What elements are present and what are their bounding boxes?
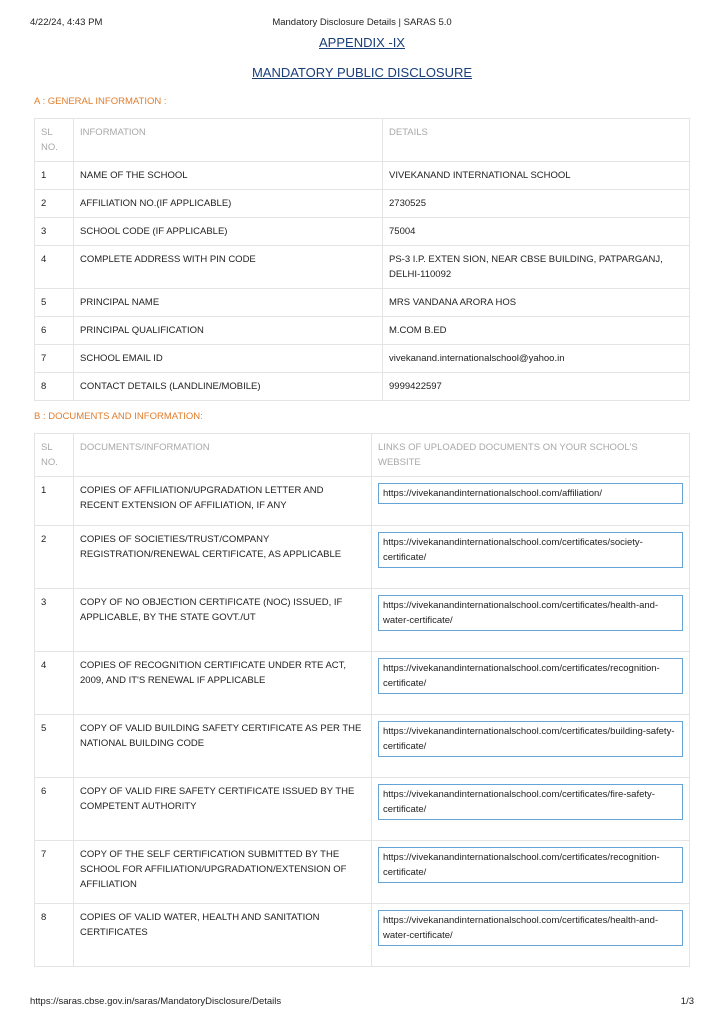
document-link[interactable]: https://vivekanandinternationalschool.com/affiliation/ — [378, 483, 683, 504]
cell-document: COPY OF NO OBJECTION CERTIFICATE (NOC) ISSUED, IF APPLICABLE, BY THE STATE GOVT./UT — [74, 589, 372, 652]
page-number: 1/3 — [680, 996, 694, 1007]
table-row — [35, 246, 690, 289]
section-a-title: A : GENERAL INFORMATION : — [34, 96, 167, 107]
cell-info: SCHOOL CODE (IF APPLICABLE) — [74, 218, 383, 246]
page-title: MANDATORY PUBLIC DISCLOSURE — [251, 65, 473, 80]
cell-details: VIVEKANAND INTERNATIONAL SCHOOL — [383, 162, 690, 190]
print-page-title: Mandatory Disclosure Details | SARAS 5.0 — [272, 17, 452, 28]
cell-link — [372, 652, 690, 715]
documents-table — [34, 433, 690, 967]
document-link[interactable]: https://vivekanandinternationalschool.com/certificates/health-and-water-certificate/ — [378, 910, 683, 946]
table-row — [35, 526, 690, 589]
cell-sl: 6 — [35, 317, 74, 345]
print-datetime: 4/22/24, 4:43 PM — [30, 17, 103, 28]
cell-info: AFFILIATION NO.(IF APPLICABLE) — [74, 190, 383, 218]
table-header-row — [35, 434, 690, 477]
table-header-row — [35, 119, 690, 162]
cell-sl: 2 — [35, 526, 74, 589]
table-row — [35, 477, 690, 526]
table-row — [35, 778, 690, 841]
table-row — [35, 715, 690, 778]
cell-sl: 7 — [35, 345, 74, 373]
document-link[interactable]: https://vivekanandinternationalschool.com/certificates/fire-safety-certificate/ — [378, 784, 683, 820]
cell-sl: 4 — [35, 246, 74, 289]
cell-link — [372, 589, 690, 652]
cell-document: COPY OF VALID FIRE SAFETY CERTIFICATE ISSUED BY THE COMPETENT AUTHORITY — [74, 778, 372, 841]
cell-link — [372, 904, 690, 967]
cell-document: COPIES OF RECOGNITION CERTIFICATE UNDER RTE ACT, 2009, AND IT'S RENEWAL IF APPLICABLE — [74, 652, 372, 715]
table-row — [35, 373, 690, 401]
cell-sl: 7 — [35, 841, 74, 904]
cell-link — [372, 778, 690, 841]
table-row — [35, 589, 690, 652]
cell-sl: 1 — [35, 477, 74, 526]
col-header-details: DETAILS — [383, 119, 690, 162]
cell-details: MRS VANDANA ARORA HOS — [383, 289, 690, 317]
col-header-links: LINKS OF UPLOADED DOCUMENTS ON YOUR SCHOOL'S WEBSITE — [372, 434, 690, 477]
cell-sl: 8 — [35, 904, 74, 967]
cell-sl: 5 — [35, 715, 74, 778]
document-link[interactable]: https://vivekanandinternationalschool.com/certificates/recognition-certificate/ — [378, 847, 683, 883]
cell-link — [372, 841, 690, 904]
cell-details: 75004 — [383, 218, 690, 246]
table-row — [35, 162, 690, 190]
cell-link — [372, 477, 690, 526]
cell-info: CONTACT DETAILS (LANDLINE/MOBILE) — [74, 373, 383, 401]
cell-link — [372, 715, 690, 778]
table-row — [35, 904, 690, 967]
document-link[interactable]: https://vivekanandinternationalschool.com/certificates/recognition-certificate/ — [378, 658, 683, 694]
cell-sl: 3 — [35, 589, 74, 652]
cell-details: 2730525 — [383, 190, 690, 218]
general-info-table — [34, 118, 690, 401]
cell-sl: 4 — [35, 652, 74, 715]
cell-info: PRINCIPAL QUALIFICATION — [74, 317, 383, 345]
cell-details: vivekanand.internationalschool@yahoo.in — [383, 345, 690, 373]
cell-document: COPY OF THE SELF CERTIFICATION SUBMITTED BY THE SCHOOL FOR AFFILIATION/UPGRADATION/EXTENSION OF AFFILIATION — [74, 841, 372, 904]
table-row — [35, 218, 690, 246]
cell-info: PRINCIPAL NAME — [74, 289, 383, 317]
table-row — [35, 317, 690, 345]
cell-sl: 1 — [35, 162, 74, 190]
cell-sl: 6 — [35, 778, 74, 841]
col-header-sl: SL NO. — [35, 119, 74, 162]
cell-details: 9999422597 — [383, 373, 690, 401]
cell-details: M.COM B.ED — [383, 317, 690, 345]
cell-sl: 8 — [35, 373, 74, 401]
section-b-title: B : DOCUMENTS AND INFORMATION: — [34, 411, 203, 422]
cell-link — [372, 526, 690, 589]
cell-document: COPIES OF AFFILIATION/UPGRADATION LETTER AND RECENT EXTENSION OF AFFILIATION, IF ANY — [74, 477, 372, 526]
cell-info: SCHOOL EMAIL ID — [74, 345, 383, 373]
cell-details: PS-3 I.P. EXTEN SION, NEAR CBSE BUILDING, PATPARGANJ, DELHI-110092 — [383, 246, 690, 289]
col-header-sl: SL NO. — [35, 434, 74, 477]
cell-info: NAME OF THE SCHOOL — [74, 162, 383, 190]
cell-sl: 3 — [35, 218, 74, 246]
document-link[interactable]: https://vivekanandinternationalschool.com/certificates/society-certificate/ — [378, 532, 683, 568]
table-row — [35, 289, 690, 317]
cell-document: COPY OF VALID BUILDING SAFETY CERTIFICATE AS PER THE NATIONAL BUILDING CODE — [74, 715, 372, 778]
table-row — [35, 345, 690, 373]
document-link[interactable]: https://vivekanandinternationalschool.com/certificates/building-safety-certificate/ — [378, 721, 683, 757]
appendix-title: APPENDIX -IX — [319, 35, 405, 50]
table-row — [35, 190, 690, 218]
cell-document: COPIES OF VALID WATER, HEALTH AND SANITATION CERTIFICATES — [74, 904, 372, 967]
cell-info: COMPLETE ADDRESS WITH PIN CODE — [74, 246, 383, 289]
table-row — [35, 652, 690, 715]
document-link[interactable]: https://vivekanandinternationalschool.com/certificates/health-and-water-certificate/ — [378, 595, 683, 631]
cell-document: COPIES OF SOCIETIES/TRUST/COMPANY REGISTRATION/RENEWAL CERTIFICATE, AS APPLICABLE — [74, 526, 372, 589]
footer-url: https://saras.cbse.gov.in/saras/MandatoryDisclosure/Details — [30, 996, 282, 1007]
table-row — [35, 841, 690, 904]
cell-sl: 5 — [35, 289, 74, 317]
col-header-documents: DOCUMENTS/INFORMATION — [74, 434, 372, 477]
col-header-information: INFORMATION — [74, 119, 383, 162]
cell-sl: 2 — [35, 190, 74, 218]
